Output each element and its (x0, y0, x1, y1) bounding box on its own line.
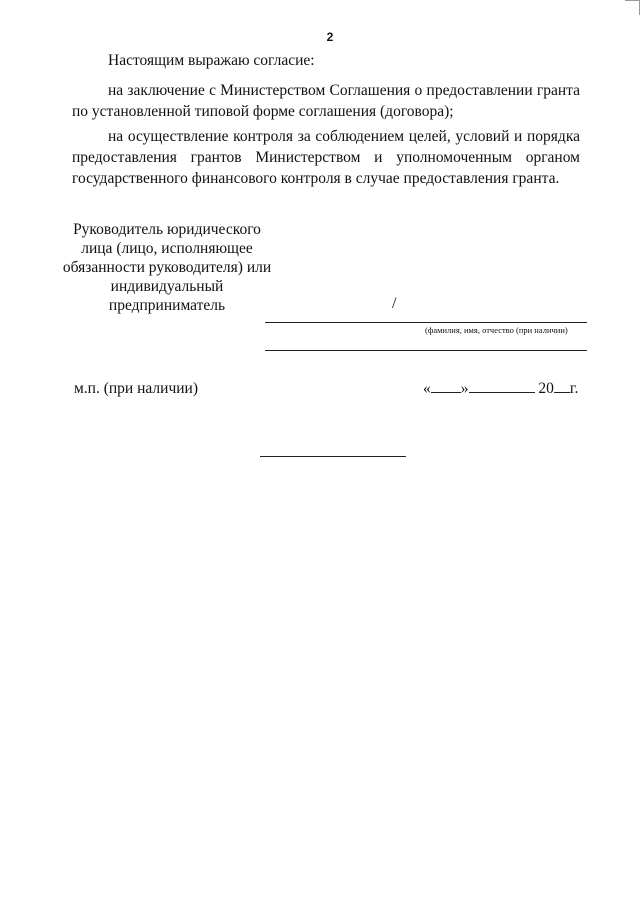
year-suffix: г. (569, 380, 579, 397)
second-signature-line (265, 350, 587, 351)
scan-corner-mark (625, 0, 640, 15)
month-blank (469, 380, 535, 393)
date-close-quote: » (460, 380, 469, 397)
agreement-paragraph: на заключение с Министерством Соглашения о предоставлении гранта по установленной типовой форме соглашения (договора); (72, 82, 580, 120)
year-prefix: 20 (538, 380, 554, 397)
signature-separator: / (392, 295, 397, 312)
page-number: 2 (326, 30, 334, 44)
intro-paragraph: Настоящим выражаю согласие: (108, 52, 315, 69)
signer-label: Руководитель юридического лица (лицо, исполняющее обязанности руководителя) или индивидуальный предприниматель (62, 221, 272, 314)
fio-caption: (фамилия, имя, отчество (при наличии) (425, 325, 568, 335)
date-field (423, 380, 578, 398)
bottom-rule (260, 456, 406, 457)
day-blank (431, 380, 461, 393)
year-blank (554, 380, 570, 393)
stamp-label: м.п. (при наличии) (74, 380, 198, 397)
date-open-quote: « (423, 380, 431, 397)
control-paragraph: на осуществление контроля за соблюдением целей, условий и порядка предоставления грантов Министерством и уполномоченным органом государственного финансового контроля в случае предоставления гранта. (72, 128, 580, 187)
signature-line (265, 322, 587, 323)
